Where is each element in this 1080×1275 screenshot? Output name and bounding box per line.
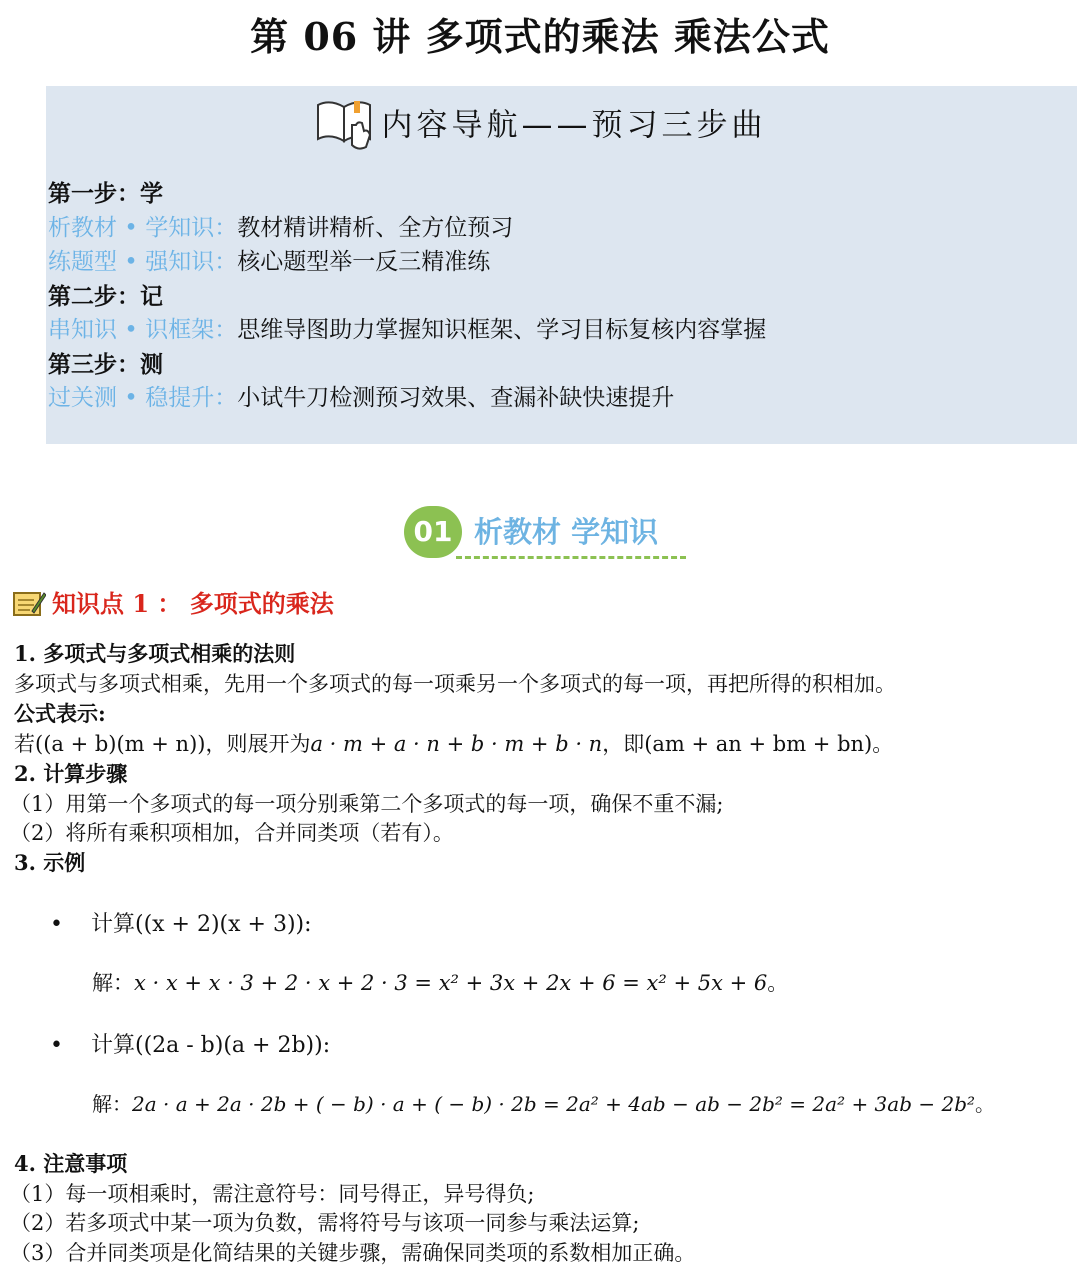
nav-heading-text: 内容导航——预习三步曲 — [381, 107, 767, 144]
example-question-text: 计算((2a - b)(a + 2b)): — [90, 1033, 331, 1058]
answer-label: 解： — [92, 1092, 132, 1116]
step-2: 第二步：记 — [48, 283, 163, 310]
step-1: 第一步：学 — [48, 180, 163, 207]
formula-label: 公式表示: — [14, 701, 106, 726]
example-1-question — [50, 907, 312, 938]
notebook-pencil-icon — [12, 589, 46, 623]
bullet-icon: • — [50, 1033, 63, 1058]
step-item: （1）用第一个多项式的每一项分别乘第二个多项式的每一项，确保不重不漏; — [10, 792, 724, 816]
nav-item-text: 核心题型举一反三精准练 — [237, 249, 491, 275]
rule-text: 多项式与多项式相乘，先用一个多项式的每一项乘另一个多项式的每一项，再把所得的积相加。 — [14, 672, 896, 696]
example-2-question — [50, 1028, 330, 1059]
example-1-answer — [92, 967, 788, 997]
page-title: 第 06 讲 多项式的乘法 乘法公式 — [250, 14, 830, 59]
answer-math: x · x + x · 3 + 2 · x + 2 · 3 = x² + 3x + 2x + 6 = x² + 5x + 6 — [134, 971, 768, 995]
answer-math: 2a · a + 2a · 2b + ( − b) · a + ( − b) · 2b = 2a² + 4ab − ab − 2b² = 2a² + 3ab − 2b² — [132, 1092, 976, 1116]
heading-rule: 1. 多项式与多项式相乘的法则 — [14, 641, 296, 666]
section-underline — [456, 556, 686, 559]
note-item: （3）合并同类项是化简结果的关键步骤，需确保同类项的系数相加正确。 — [10, 1241, 696, 1265]
nav-item — [48, 379, 674, 412]
book-hand-icon — [314, 95, 376, 159]
example-question-text: 计算((x + 2)(x + 3)): — [90, 912, 312, 937]
knowledge-point-heading — [12, 584, 334, 623]
knowledge-point-text: 知识点 1 ： 多项式的乘法 — [52, 589, 334, 618]
nav-heading — [0, 95, 1080, 159]
nav-item-label: 串知识 • 识框架： — [48, 317, 238, 343]
nav-item-label: 析教材 • 学知识： — [48, 215, 238, 241]
answer-label: 解： — [92, 971, 134, 995]
nav-item-text: 教材精讲精析、全方位预习 — [237, 215, 514, 241]
note-item: （2）若多项式中某一项为负数，需将符号与该项一同参与乘法运算; — [10, 1211, 640, 1235]
heading-notes: 4. 注意事项 — [14, 1151, 128, 1176]
nav-item — [48, 311, 766, 344]
formula-line — [14, 728, 893, 758]
nav-item-text: 小试牛刀检测预习效果、查漏补缺快速提升 — [237, 385, 675, 411]
step-item: （2）将所有乘积项相加，合并同类项（若有）。 — [10, 821, 454, 845]
note-item: （1）每一项相乘时，需注意符号：同号得正，异号得负; — [10, 1182, 535, 1206]
heading-steps: 2. 计算步骤 — [14, 761, 128, 786]
nav-item — [48, 209, 513, 242]
heading-examples: 3. 示例 — [14, 850, 86, 875]
section-label: 析教材 学知识 — [474, 515, 659, 549]
nav-item-label: 过关测 • 稳提升： — [48, 385, 238, 411]
nav-item-text: 思维导图助力掌握知识框架、学习目标复核内容掌握 — [237, 317, 767, 343]
formula-math: a · m + a · n + b · m + b · n — [310, 732, 603, 756]
nav-item — [48, 243, 490, 276]
step-3: 第三步：测 — [48, 351, 163, 378]
formula-pre: 若((a + b)(m + n))，则展开为 — [14, 732, 311, 756]
formula-post: ，即(am + an + bm + bn)。 — [602, 732, 894, 756]
section-number-badge: 01 — [404, 506, 462, 558]
answer-end: 。 — [975, 1092, 996, 1116]
example-2-answer — [92, 1088, 995, 1117]
bullet-icon: • — [50, 912, 63, 937]
nav-item-label: 练题型 • 强知识： — [48, 249, 238, 275]
answer-end: 。 — [767, 971, 789, 995]
